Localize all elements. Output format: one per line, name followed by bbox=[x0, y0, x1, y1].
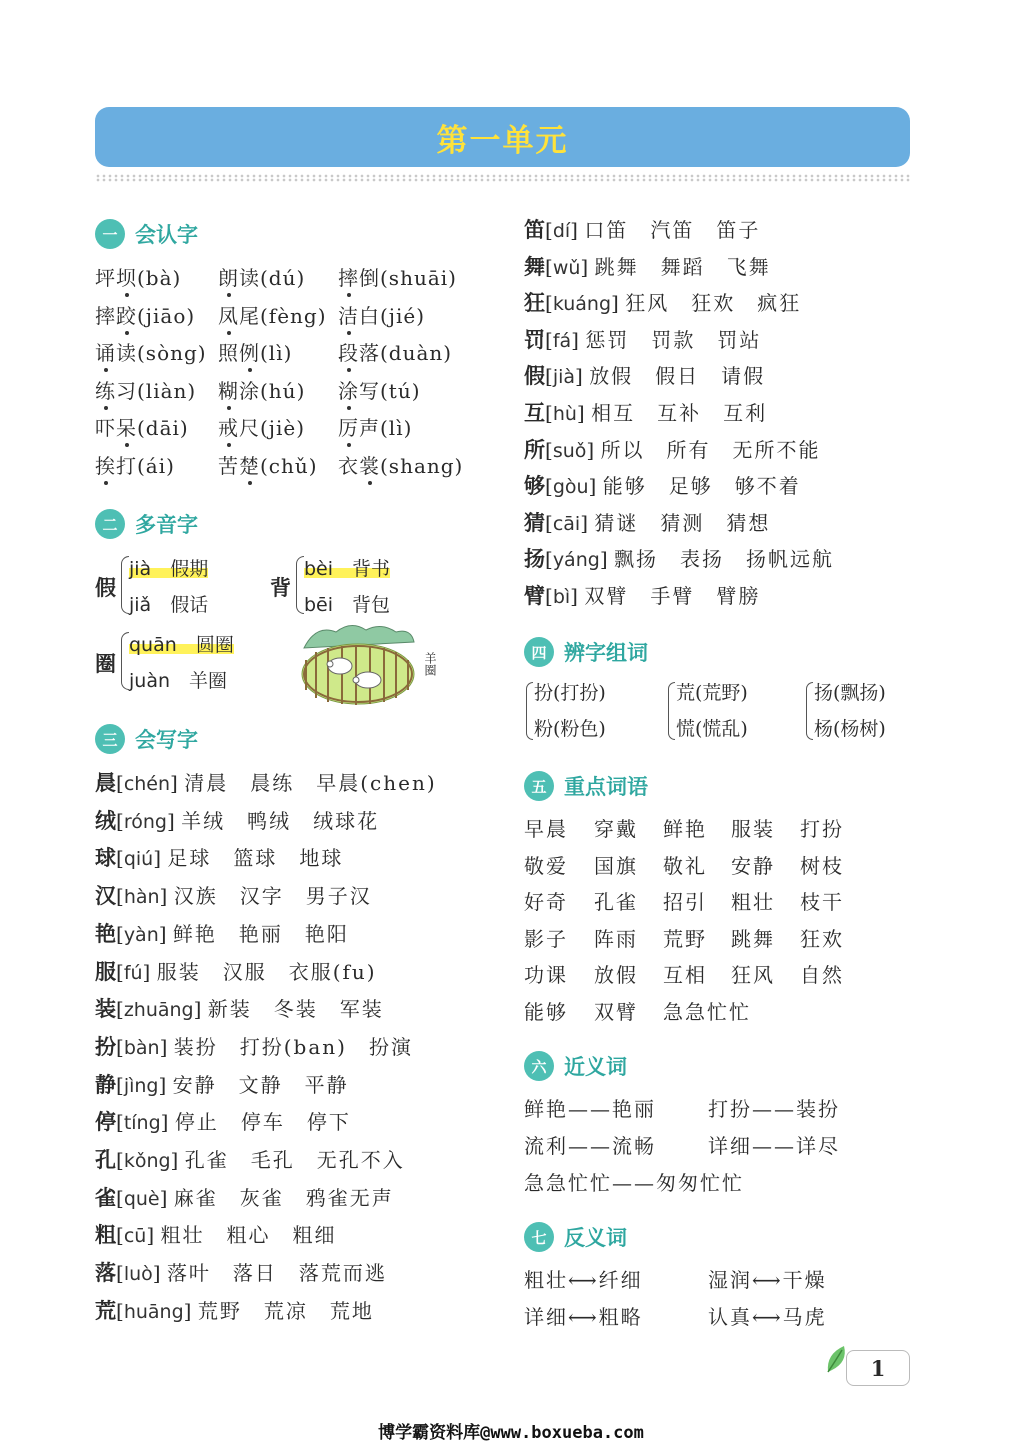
write-char-entry: 臂[bì] 双臂 手臂 臂膀 bbox=[524, 584, 761, 608]
recognize-word: 糊涂(hú) bbox=[218, 375, 305, 404]
key-word: 荒野 bbox=[663, 926, 707, 951]
pinyin: cū bbox=[123, 1225, 147, 1248]
key-word: 安静 bbox=[731, 853, 775, 878]
pinyin: chén bbox=[123, 773, 171, 795]
word-group: 所以 所有 无所不能 bbox=[600, 437, 821, 462]
write-char: 雀 bbox=[95, 1185, 116, 1210]
write-char-entry: 雀[què] 麻雀 灰雀 鸦雀无声 bbox=[95, 1185, 394, 1210]
recognize-word: 戒尺(jiè) bbox=[218, 412, 305, 441]
pinyin: què bbox=[123, 1187, 160, 1210]
synonym-pair: 流利——流畅 bbox=[524, 1134, 656, 1158]
word-group: 足球 篮球 地球 bbox=[167, 846, 344, 871]
key-word: 急急忙忙 bbox=[663, 1000, 751, 1024]
section-number: 五 bbox=[524, 771, 554, 801]
write-char-entry: 停[tíng] 停止 停车 停下 bbox=[95, 1110, 351, 1135]
key-word: 功课 bbox=[524, 963, 568, 988]
write-char: 罚 bbox=[524, 327, 545, 352]
pinyin: bàn bbox=[123, 1036, 160, 1059]
brace bbox=[526, 682, 533, 740]
write-char-entry: 粗[cū] 粗壮 粗心 粗细 bbox=[95, 1223, 337, 1248]
recognize-word: 厉声(lì) bbox=[338, 412, 412, 441]
write-char: 扮 bbox=[95, 1034, 116, 1059]
write-char: 汉 bbox=[95, 884, 116, 909]
word-group: 羊绒 鸭绒 绒球花 bbox=[181, 808, 380, 833]
write-char-entry: 假[jià] 放假 假日 请假 bbox=[524, 364, 766, 389]
write-char-entry: 互[hù] 相互 互补 互利 bbox=[524, 401, 768, 425]
key-word: 能够 bbox=[524, 1000, 568, 1024]
key-word: 服装 bbox=[731, 817, 775, 841]
synonym-pair: 详细——详尽 bbox=[708, 1134, 840, 1158]
word-group: 口笛 汽笛 笛子 bbox=[584, 218, 761, 242]
pinyin: yáng bbox=[552, 549, 600, 572]
section-2-header bbox=[95, 508, 198, 540]
write-char: 所 bbox=[524, 437, 545, 462]
pinyin: kǒng bbox=[123, 1150, 171, 1172]
word-group: 飘扬 表扬 扬帆远航 bbox=[613, 547, 834, 572]
section-number: 二 bbox=[95, 509, 125, 539]
word-group: 新装 冬装 军装 bbox=[207, 997, 384, 1022]
section-number: 六 bbox=[524, 1051, 554, 1081]
footer-watermark: 博学霸资料库@www.boxueba.com bbox=[378, 1423, 644, 1443]
word-group: 服装 汉服 衣服(fu) bbox=[156, 959, 377, 984]
brace bbox=[806, 682, 813, 740]
section-title: 反义词 bbox=[564, 1226, 627, 1250]
polyphone-row: quān 圆圈 bbox=[129, 634, 234, 656]
key-word: 树枝 bbox=[800, 853, 844, 878]
key-word: 影子 bbox=[524, 926, 568, 951]
section-number: 一 bbox=[95, 219, 125, 249]
write-char-entry: 罚[fá] 惩罚 罚款 罚站 bbox=[524, 327, 762, 352]
write-char-entry: 落[luò] 落叶 落日 落荒而逃 bbox=[95, 1261, 387, 1286]
recognize-word: 坪坝(bà) bbox=[95, 262, 181, 291]
polyphone-row: jiǎ 假话 bbox=[129, 594, 209, 616]
key-word: 狂欢 bbox=[800, 926, 844, 951]
write-char-entry: 所[suǒ] 所以 所有 无所不能 bbox=[524, 437, 821, 462]
brace bbox=[668, 682, 675, 740]
brace bbox=[121, 632, 129, 690]
key-word: 跳舞 bbox=[731, 926, 775, 951]
write-char: 晨 bbox=[95, 771, 116, 795]
dotted-divider bbox=[95, 174, 910, 182]
polyphone-row: bēi 背包 bbox=[304, 594, 391, 616]
key-word: 狂风 bbox=[731, 963, 775, 988]
write-char: 舞 bbox=[524, 254, 545, 279]
word-group: 猜谜 猜测 猜想 bbox=[594, 510, 771, 535]
pinyin: dí bbox=[552, 220, 571, 242]
write-char-entry: 装[zhuāng] 新装 冬装 军装 bbox=[95, 997, 384, 1022]
pinyin: jìng bbox=[123, 1074, 159, 1097]
pinyin: cāi bbox=[552, 512, 581, 535]
word-group: 停止 停车 停下 bbox=[174, 1110, 351, 1135]
pinyin: gòu bbox=[552, 476, 589, 499]
recognize-word: 衣裳(shang) bbox=[338, 450, 463, 479]
write-char: 孔 bbox=[95, 1148, 116, 1172]
write-char: 艳 bbox=[95, 921, 116, 946]
write-char-entry: 扮[bàn] 装扮 打扮(ban) 扮演 bbox=[95, 1034, 413, 1059]
pinyin: fá bbox=[552, 329, 572, 352]
unit-title-bar bbox=[95, 107, 910, 167]
write-char: 猜 bbox=[524, 510, 545, 535]
polyphone-char: 背 bbox=[270, 576, 291, 600]
word-group: 狂风 狂欢 疯狂 bbox=[625, 291, 802, 316]
key-word: 鲜艳 bbox=[663, 817, 707, 841]
section-6-header bbox=[524, 1050, 627, 1082]
recognize-word: 挨打(ái) bbox=[95, 450, 175, 479]
pinyin: jià bbox=[552, 366, 576, 389]
recognize-word: 摔倒(shuāi) bbox=[338, 262, 457, 291]
pinyin: zhuāng bbox=[123, 999, 194, 1022]
antonym-pair: 详细⟷粗略 bbox=[524, 1305, 643, 1329]
write-char-entry: 绒[róng] 羊绒 鸭绒 绒球花 bbox=[95, 808, 380, 833]
polyphone-char: 圈 bbox=[95, 652, 116, 676]
key-word: 放假 bbox=[594, 963, 638, 988]
write-char-entry: 汉[hàn] 汉族 汉字 男子汉 bbox=[95, 884, 372, 909]
write-char: 荒 bbox=[95, 1298, 116, 1323]
page-number: 1 bbox=[846, 1350, 910, 1386]
recognize-word: 朗读(dú) bbox=[218, 262, 305, 291]
key-word: 招引 bbox=[663, 890, 707, 915]
distinguish-word: 粉(粉色) bbox=[534, 718, 606, 740]
polyphone-row: bèi 背书 bbox=[304, 558, 391, 580]
distinguish-word: 荒(荒野) bbox=[676, 682, 748, 704]
write-char: 假 bbox=[524, 364, 545, 389]
key-word: 互相 bbox=[663, 963, 707, 988]
word-group: 落叶 落日 落荒而逃 bbox=[166, 1261, 387, 1286]
recognize-word: 诵读(sòng) bbox=[95, 337, 207, 366]
section-4-header bbox=[524, 636, 648, 668]
write-char: 粗 bbox=[95, 1223, 116, 1248]
polyphone-char: 假 bbox=[95, 576, 116, 600]
illustration-label: 羊圈 bbox=[423, 652, 437, 676]
recognize-word: 练习(liàn) bbox=[95, 375, 196, 404]
antonym-pair: 认真⟷马虎 bbox=[708, 1305, 827, 1329]
recognize-word: 涂写(tú) bbox=[338, 375, 421, 404]
distinguish-word: 杨(杨树) bbox=[814, 718, 886, 740]
recognize-word: 摔跤(jiāo) bbox=[95, 300, 195, 329]
synonym-pair: 鲜艳——艳丽 bbox=[524, 1097, 656, 1121]
write-char-entry: 球[qiú] 足球 篮球 地球 bbox=[95, 846, 344, 871]
word-group: 惩罚 罚款 罚站 bbox=[585, 327, 762, 352]
write-char: 狂 bbox=[524, 291, 545, 316]
key-word: 孔雀 bbox=[594, 890, 638, 915]
write-char-entry: 舞[wǔ] 跳舞 舞蹈 飞舞 bbox=[524, 254, 771, 279]
polyphone-row: jià 假期 bbox=[129, 558, 209, 580]
section-title: 会认字 bbox=[135, 223, 198, 247]
word-group: 粗壮 粗心 粗细 bbox=[160, 1223, 337, 1248]
section-number: 七 bbox=[524, 1222, 554, 1252]
key-word: 早晨 bbox=[524, 817, 568, 841]
section-title: 辨字组词 bbox=[564, 641, 648, 665]
pinyin: hù bbox=[552, 403, 577, 425]
section-title: 重点词语 bbox=[564, 775, 648, 799]
word-group: 汉族 汉字 男子汉 bbox=[173, 884, 372, 909]
write-char-entry: 孔[kǒng] 孔雀 毛孔 无孔不入 bbox=[95, 1148, 405, 1172]
key-word: 双臂 bbox=[594, 1000, 638, 1024]
key-word: 穿戴 bbox=[594, 817, 638, 841]
word-group: 麻雀 灰雀 鸦雀无声 bbox=[173, 1185, 394, 1210]
pinyin: tíng bbox=[123, 1112, 161, 1135]
distinguish-word: 慌(慌乱) bbox=[676, 718, 748, 740]
key-word: 打扮 bbox=[800, 817, 844, 841]
sheepfold-illustration bbox=[296, 618, 420, 710]
word-group: 清晨 晨练 早晨(chen) bbox=[184, 771, 437, 795]
write-char-entry: 荒[huāng] 荒野 荒凉 荒地 bbox=[95, 1298, 374, 1323]
key-word: 国旗 bbox=[594, 853, 638, 878]
write-char-entry: 狂[kuáng] 狂风 狂欢 疯狂 bbox=[524, 291, 802, 316]
word-group: 安静 文静 平静 bbox=[172, 1072, 349, 1097]
word-group: 能够 足够 够不着 bbox=[602, 474, 801, 499]
key-word: 好奇 bbox=[524, 890, 568, 915]
polyphone-row: juàn 羊圈 bbox=[129, 670, 228, 692]
section-number: 四 bbox=[524, 637, 554, 667]
brace bbox=[296, 556, 304, 614]
pinyin: róng bbox=[123, 810, 167, 833]
key-word: 粗壮 bbox=[731, 890, 775, 915]
write-char-entry: 艳[yàn] 鲜艳 艳丽 艳阳 bbox=[95, 921, 349, 946]
word-group: 双臂 手臂 臂膀 bbox=[584, 584, 761, 608]
write-char: 服 bbox=[95, 959, 116, 984]
pinyin: fú bbox=[123, 961, 143, 984]
pinyin: bì bbox=[552, 586, 571, 608]
write-char-entry: 扬[yáng] 飘扬 表扬 扬帆远航 bbox=[524, 547, 834, 572]
key-word: 阵雨 bbox=[594, 926, 638, 951]
word-group: 鲜艳 艳丽 艳阳 bbox=[172, 921, 349, 946]
pinyin: qiú bbox=[123, 848, 154, 871]
pinyin: yàn bbox=[123, 923, 159, 946]
section-5-header bbox=[524, 770, 648, 802]
section-7-header bbox=[524, 1221, 627, 1253]
unit-title: 第一单元 bbox=[436, 122, 569, 159]
recognize-word: 照例(lì) bbox=[218, 337, 292, 366]
write-char-entry: 静[jìng] 安静 文静 平静 bbox=[95, 1072, 349, 1097]
write-char-entry: 猜[cāi] 猜谜 猜测 猜想 bbox=[524, 510, 771, 535]
section-title: 会写字 bbox=[135, 728, 198, 752]
write-char: 球 bbox=[95, 846, 116, 871]
write-char: 互 bbox=[524, 401, 545, 425]
write-char: 装 bbox=[95, 997, 116, 1022]
brace bbox=[121, 556, 129, 614]
section-number: 三 bbox=[95, 724, 125, 754]
write-char: 停 bbox=[95, 1110, 116, 1135]
synonym-pair: 急急忙忙——匆匆忙忙 bbox=[524, 1171, 744, 1195]
write-char-entry: 够[gòu] 能够 足够 够不着 bbox=[524, 474, 801, 499]
write-char-entry: 笛[dí] 口笛 汽笛 笛子 bbox=[524, 218, 761, 242]
write-char-entry: 服[fú] 服装 汉服 衣服(fu) bbox=[95, 959, 377, 984]
key-word: 枝干 bbox=[800, 890, 844, 915]
section-title: 近义词 bbox=[564, 1055, 627, 1079]
antonym-pair: 湿润⟷干燥 bbox=[708, 1268, 827, 1292]
synonym-pair: 打扮——装扮 bbox=[708, 1097, 840, 1121]
recognize-word: 凤尾(fèng) bbox=[218, 300, 327, 329]
word-group: 装扮 打扮(ban) 扮演 bbox=[173, 1034, 413, 1059]
recognize-word: 苦楚(chǔ) bbox=[218, 450, 318, 479]
recognize-word: 段落(duàn) bbox=[338, 337, 452, 366]
write-char: 绒 bbox=[95, 808, 116, 833]
pinyin: wǔ bbox=[552, 256, 581, 279]
write-char: 静 bbox=[95, 1072, 116, 1097]
recognize-word: 吓呆(dāi) bbox=[95, 412, 189, 441]
key-word: 敬爱 bbox=[524, 853, 568, 878]
write-char: 笛 bbox=[524, 218, 545, 242]
distinguish-word: 扮(打扮) bbox=[534, 682, 606, 704]
antonym-pair: 粗壮⟷纤细 bbox=[524, 1268, 643, 1292]
key-word: 自然 bbox=[800, 963, 844, 988]
pinyin: suǒ bbox=[552, 439, 587, 462]
pinyin: kuáng bbox=[552, 293, 612, 316]
pinyin: huāng bbox=[123, 1300, 184, 1323]
distinguish-word: 扬(飘扬) bbox=[814, 682, 886, 704]
word-group: 相互 互补 互利 bbox=[591, 401, 768, 425]
word-group: 孔雀 毛孔 无孔不入 bbox=[184, 1148, 405, 1172]
write-char: 够 bbox=[524, 474, 545, 499]
section-title: 多音字 bbox=[135, 513, 198, 537]
recognize-word: 洁白(jié) bbox=[338, 300, 425, 329]
write-char-entry: 晨[chén] 清晨 晨练 早晨(chen) bbox=[95, 771, 437, 795]
pinyin: hàn bbox=[123, 886, 160, 909]
word-group: 放假 假日 请假 bbox=[589, 364, 766, 389]
word-group: 跳舞 舞蹈 飞舞 bbox=[594, 254, 771, 279]
key-word: 敬礼 bbox=[663, 853, 707, 878]
write-char: 扬 bbox=[524, 547, 545, 572]
pinyin: luò bbox=[123, 1263, 153, 1286]
write-char: 臂 bbox=[524, 584, 545, 608]
section-3-header bbox=[95, 723, 198, 755]
section-1-header bbox=[95, 218, 198, 250]
write-char: 落 bbox=[95, 1261, 116, 1286]
word-group: 荒野 荒凉 荒地 bbox=[197, 1298, 374, 1323]
